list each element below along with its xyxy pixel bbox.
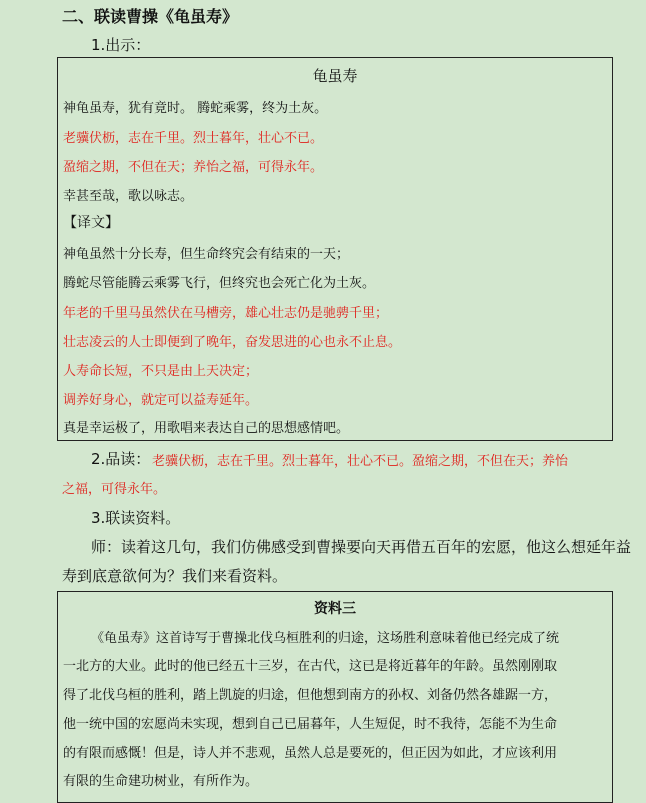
poem-line: 幸甚至哉，歌以咏志。 (63, 189, 194, 204)
item-2-label: 2.品读： (91, 450, 151, 468)
translation-line: 真是幸运极了，用歌唱来表达自己的思想感情吧。 (63, 421, 350, 436)
teacher-text-continued: 寿到底意欲何为？我们来看资料。 (62, 567, 288, 585)
poem-line: 盈缩之期，不但在天；养怡之福，可得永年。 (63, 160, 324, 175)
translation-line: 年老的千里马虽然伏在马槽旁，雄心壮志仍是驰骋千里； (63, 306, 389, 321)
item-2-text-continued: 之福，可得永年。 (62, 482, 167, 497)
material-line: 一北方的大业。此时的他已经五十三岁，在古代，这已是将近暮年的年龄。虽然刚刚取 (63, 659, 558, 674)
translation-line: 人寿命长短，不只是由上天决定； (63, 364, 259, 379)
material-line: 有限的生命建功树业，有所作为。 (63, 774, 259, 789)
section-heading: 二、联读曹操《龟虽寿》 (62, 7, 239, 26)
item-1-label: 1.出示： (91, 36, 151, 54)
translation-line: 调养好身心，就定可以益寿延年。 (63, 393, 259, 408)
material-line: 他一统中国的宏愿尚未实现，想到自己已届暮年，人生短促，时不我待，怎能不为生命 (63, 717, 558, 732)
material-line: 《龟虽寿》这首诗写于曹操北伐乌桓胜利的归途，这场胜利意味着他已经完成了统 (91, 631, 560, 646)
poem-line: 老骥伏枥，志在千里。烈士暮年，壮心不已。 (63, 131, 324, 146)
item-3-label: 3.联读资料。 (91, 509, 181, 527)
translation-line: 神龟虽然十分长寿，但生命终究会有结束的一天； (63, 247, 350, 262)
translation-line: 腾蛇尽管能腾云乘雾飞行，但终究也会死亡化为土灰。 (63, 276, 376, 291)
translation-line: 壮志凌云的人士即便到了晚年，奋发思进的心也永不止息。 (63, 335, 402, 350)
material-box (57, 591, 613, 803)
poem-line: 神龟虽寿，犹有竟时。 腾蛇乘雾，终为土灰。 (63, 101, 328, 116)
material-line: 得了北伐乌桓的胜利，踏上凯旋的归途，但他想到南方的孙权、刘备仍然各雄踞一方， (63, 688, 558, 703)
material-line: 的有限而感慨！但是，诗人并不悲观，虽然人总是要死的，但正因为如此，才应该利用 (63, 746, 558, 761)
teacher-text: 师：读着这几句，我们仿佛感受到曹操要向天再借五百年的宏愿，他这么想延年益 (91, 538, 632, 556)
poem-box (57, 57, 613, 441)
poem-title: 龟虽寿 (312, 67, 358, 85)
translation-label: 【译文】 (63, 215, 119, 231)
item-2-text: 老骥伏枥，志在千里。烈士暮年，壮心不已。盈缩之期，不但在天；养怡 (152, 454, 569, 469)
material-title: 资料三 (314, 601, 356, 617)
